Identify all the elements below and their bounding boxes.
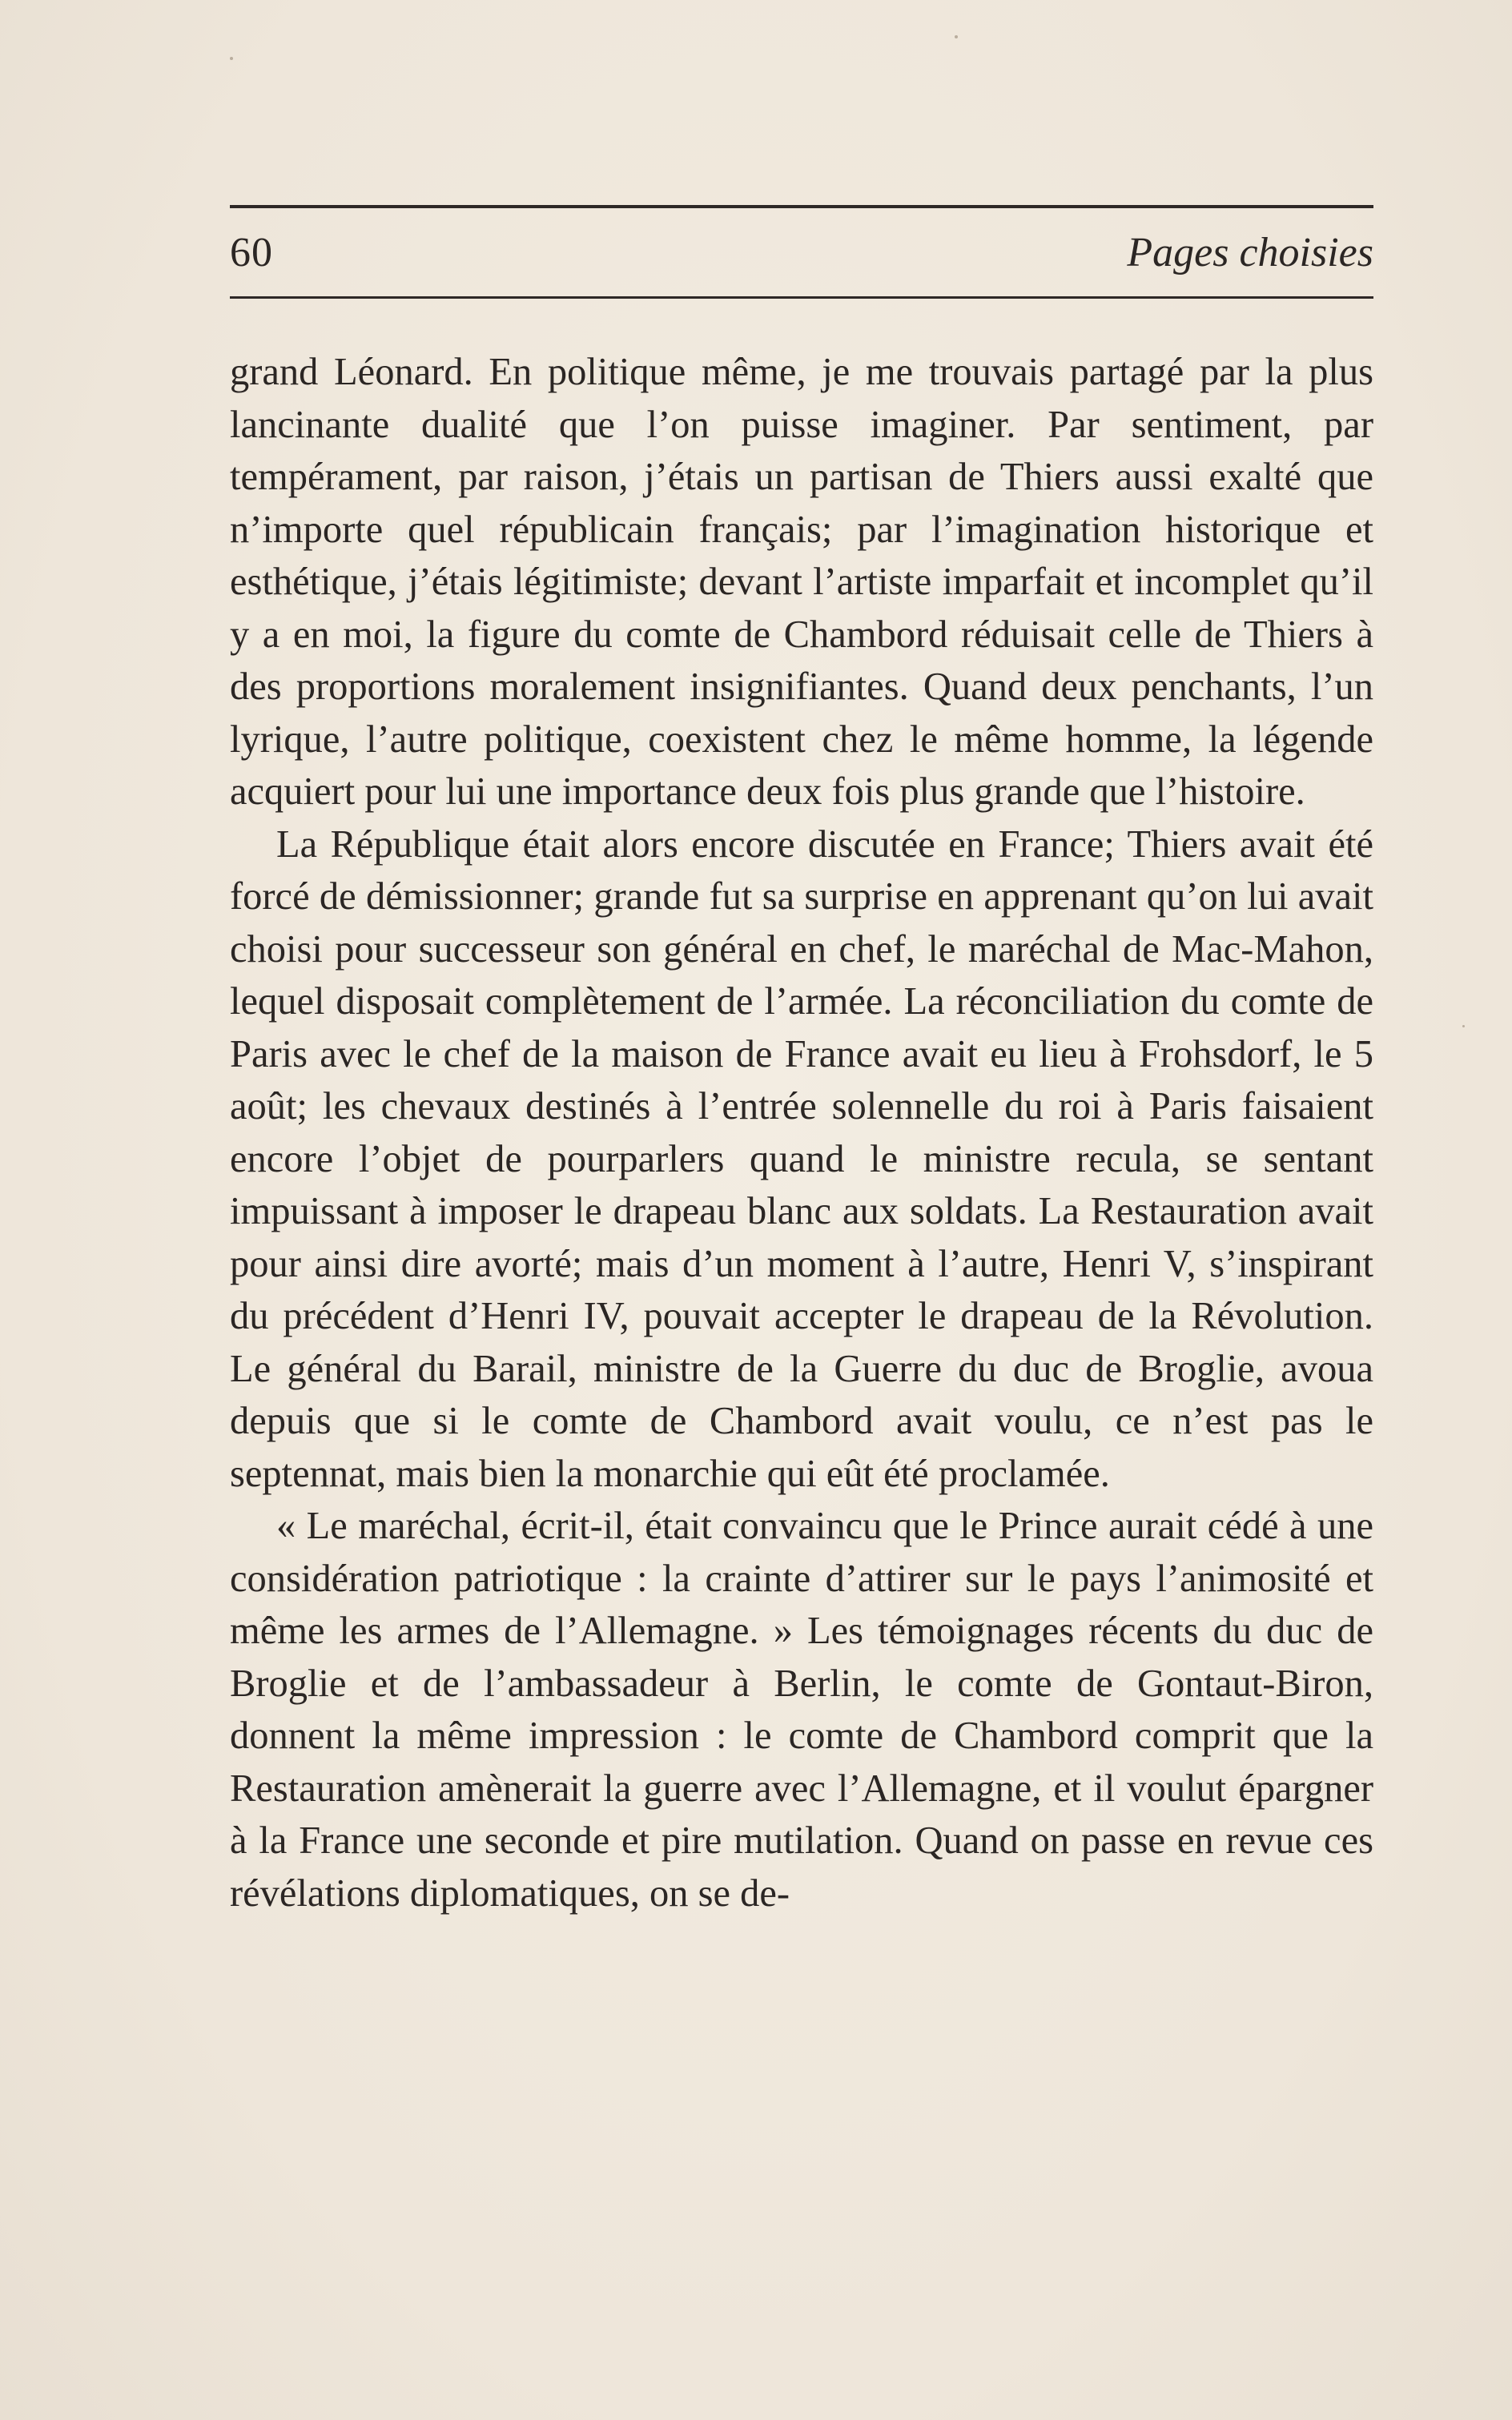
paper-speck <box>1462 1025 1465 1027</box>
paper-speck <box>955 35 958 38</box>
page-number: 60 <box>230 230 273 275</box>
paragraph: grand Léonard. En politique même, je me trouvais partagé par la plus lancinante dualité que l’on puisse imaginer. Par sentiment, par tempérament, par raison, j’étais un partisan de Thiers aussi exalté que n’importe quel républicain français; par l’imagination historique et esthétique, j’étais légitimiste; devant l’artiste imparfait et incomplet qu’il y a en moi, la figure du comte de Chambord réduisait celle de Thiers à des proportions moralement insignifiantes. Quand deux penchants, l’un lyrique, l’autre politique, coexistent chez le même homme, la légende acquiert pour lui une importance deux fois plus grande que l’histoire. <box>230 351 1373 813</box>
running-title: Pages choisies <box>1127 230 1373 275</box>
header-rule-top <box>230 205 1373 208</box>
running-header <box>230 215 1373 291</box>
header-rule-bottom <box>230 296 1373 299</box>
paragraph: « Le maréchal, écrit-il, était convaincu que le Prince aurait cédé à une considération patriotique : la crainte d’attirer sur le pays l’animosité et même les armes de l’Allemagne. » Les témoignages récents du duc de Broglie et de l’ambassadeur à Berlin, le comte de Gontaut-Biron, donnent la même impression : le comte de Chambord comprit que la Restauration amènerait la guerre avec l’Allemagne, et il voulut épargner à la France une seconde et pire mutilation. Quand on passe en revue ces révélations diplomatiques, on se de- <box>230 1505 1373 1915</box>
paper-speck <box>230 57 233 60</box>
paragraph: La République était alors encore discutée en France; Thiers avait été forcé de démissionner; grande fut sa surprise en apprenant qu’on lui avait choisi pour successeur son général en chef, le maréchal de Mac-Mahon, lequel disposait complètement de l’armée. La réconciliation du comte de Paris avec le chef de la maison de France avait eu lieu à Frohsdorf, le 5 août; les chevaux destinés à l’entrée solennelle du roi à Paris faisaient encore l’objet de pourparlers quand le ministre recula, se sentant impuissant à imposer le drapeau blanc aux soldats. La Restauration avait pour ainsi dire avorté; mais d’un moment à l’autre, Henri V, s’inspirant du précédent d’Henri IV, pouvait accepter le drapeau de la Révolution. Le général du Barail, ministre de la Guerre du duc de Broglie, avoua depuis que si le comte de Chambord avait voulu, ce n’est pas le septennat, mais bien la monarchie qui eût été proclamée. <box>230 822 1373 1495</box>
body-text <box>230 346 1373 1920</box>
